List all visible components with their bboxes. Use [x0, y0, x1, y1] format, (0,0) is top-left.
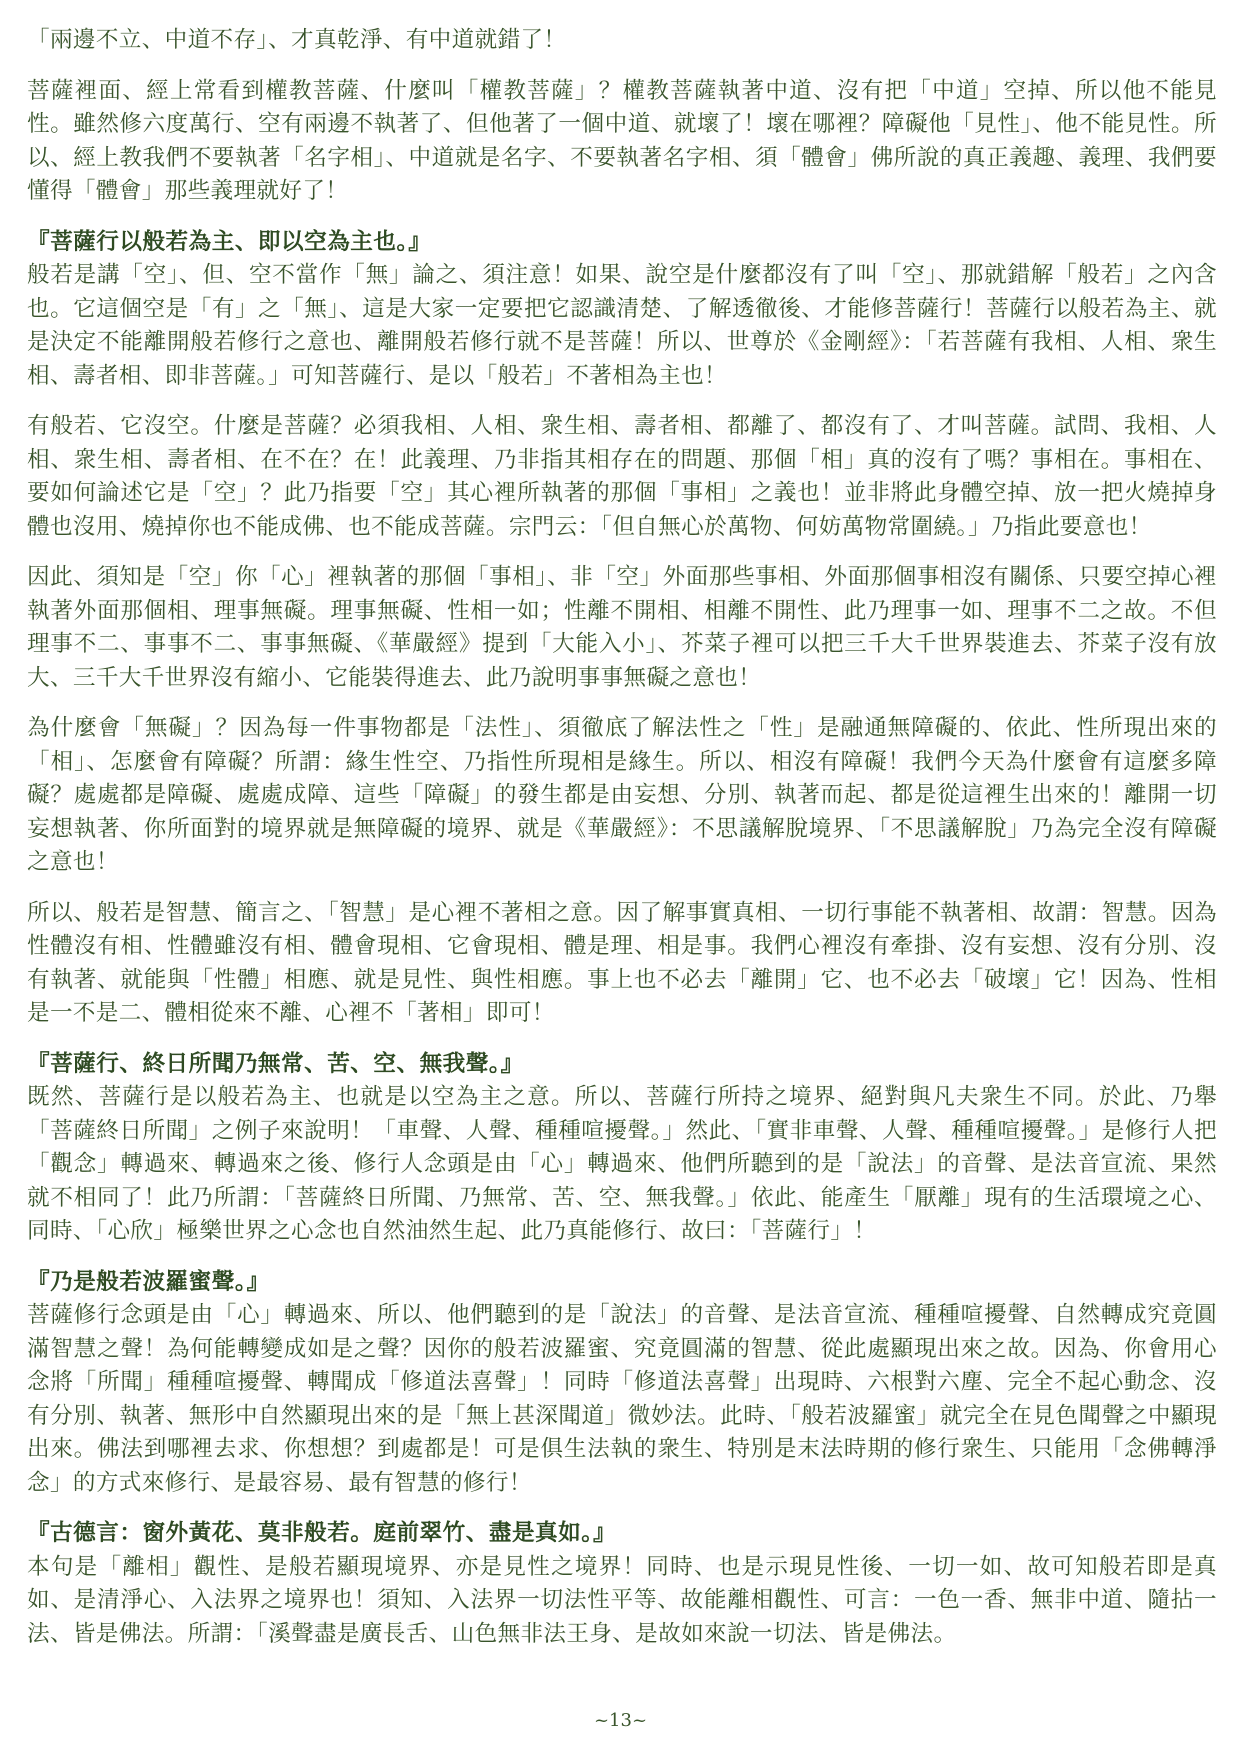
- section-1: [27, 226, 1217, 1031]
- section-heading: 『乃是般若波羅蜜聲。』: [27, 1268, 270, 1295]
- section-heading: 『菩薩行、終日所聞乃無常、苦、空、無我聲。』: [27, 1050, 524, 1077]
- section-2: [27, 1048, 1217, 1249]
- section-heading: 『菩薩行以般若為主、即以空為主也。』: [27, 228, 432, 255]
- paragraph: 有般若、它沒空。什麼是菩薩？必須我相、人相、衆生相、壽者相、都離了、都沒有了、才叫菩薩。試問、我相、人相、衆生相、壽者相、在不在？在！此義理、乃非指其相存在的問題、那個「相」真的沒有了嗎？事相在。事相在、要如何論述它是「空」？此乃指要「空」其心裡所執著的那個「事相」之義也！並非將此身體空掉、放一把火燒掉身體也沒用、燒掉你也不能成佛、也不能成菩薩。宗門云：「但自無心於萬物、何妨萬物常圍繞。」乃指此要意也！: [27, 413, 1217, 540]
- page-number: ~13~: [593, 1710, 648, 1731]
- document-page: [27, 24, 1217, 1668]
- section-heading: 『古德言：窗外黃花、莫非般若。庭前翠竹、盡是真如。』: [27, 1520, 617, 1546]
- paragraph: 「兩邊不立、中道不存」、才真乾淨、有中道就錯了！: [27, 27, 567, 53]
- paragraph: 本句是「離相」觀性、是般若顯現境界、亦是見性之境界！同時、也是示現見性後、一切一如、故可知般若即是真如、是清淨心、入法界之境界也！須知、入法界一切法性平等、故能離相觀性、可言：一色一香、無非中道、隨拈一法、皆是佛法。所謂：「溪聲盡是廣長舌、山色無非法王身、是故如來說一切法、皆是佛法。: [27, 1553, 1217, 1647]
- section-4: [27, 1517, 1217, 1651]
- paragraph: 因此、須知是「空」你「心」裡執著的那個「事相」、非「空」外面那些事相、外面那個事相沒有關係、只要空掉心裡執著外面那個相、理事無礙。理事無礙、性相一如；性離不開相、相離不開性、此乃理事一如、理事不二之故。不但理事不二、事事不二、事事無礙、《華嚴經》提到「大能入小」、芥菜子裡可以把三千大千世界裝進去、芥菜子沒有放大、三千大千世界沒有縮小、它能裝得進去、此乃說明事事無礙之意也！: [27, 564, 1217, 691]
- paragraph: 為什麼會「無礙」？因為每一件事物都是「法性」、須徹底了解法性之「性」是融通無障礙的、依此、性所現出來的「相」、怎麼會有障礙？所謂：緣生性空、乃指性所現相是緣生。所以、相沒有障礙！我們今天為什麼會有這麼多障礙？處處都是障礙、處處成障、這些「障礙」的發生都是由妄想、分別、執著而起、都是從這裡生出來的！離開一切妄想執著、你所面對的境界就是無障礙的境界、就是《華嚴經》：不思議解脫境界、「不思議解脫」乃為完全沒有障礙之意也！: [27, 715, 1217, 875]
- paragraph: 般若是講「空」、但、空不當作「無」論之、須注意！如果、說空是什麼都沒有了叫「空」、那就錯解「般若」之內含也。它這個空是「有」之「無」、這是大家一定要把它認識清楚、了解透徹後、才能修菩薩行！菩薩行以般若為主、就是決定不能離開般若修行之意也、離開般若修行就不是菩薩！所以、世尊於《金剛經》：「若菩薩有我相、人相、衆生相、壽者相、即非菩薩。」可知菩薩行、是以「般若」不著相為主也！: [27, 262, 1217, 389]
- paragraph: 所以、般若是智慧、簡言之、「智慧」是心裡不著相之意。因了解事實真相、一切行事能不執著相、故謂：智慧。因為性體沒有相、性體雖沒有相、體會現相、它會現相、體是理、相是事。我們心裡沒有牽掛、沒有妄想、沒有分別、沒有執著、就能與「性體」相應、就是見性、與性相應。事上也不必去「離開」它、也不必去「破壞」它！因為、性相是一不是二、體相從來不離、心裡不「著相」即可！: [27, 899, 1217, 1026]
- section-3: [27, 1266, 1217, 1501]
- paragraph: 既然、菩薩行是以般若為主、也就是以空為主之意。所以、菩薩行所持之境界、絕對與凡夫衆生不同。於此、乃舉「菩薩終日所聞」之例子來說明！「車聲、人聲、種種喧擾聲。」然此、「實非車聲、人聲、種種喧擾聲。」是修行人把「觀念」轉過來、轉過來之後、修行人念頭是由「心」轉過來、他們所聽到的是「說法」的音聲、是法音宣流、果然就不相同了！此乃所謂：「菩薩終日所聞、乃無常、苦、空、無我聲。」依此、能產生「厭離」現有的生活環境之心、同時、「心欣」極樂世界之心念也自然油然生起、此乃真能修行、故曰：「菩薩行」！: [27, 1084, 1217, 1244]
- paragraph: 菩薩修行念頭是由「心」轉過來、所以、他們聽到的是「說法」的音聲、是法音宣流、種種喧擾聲、自然轉成究竟圓滿智慧之聲！為何能轉變成如是之聲？因你的般若波羅蜜、究竟圓滿的智慧、從此處顯現出來之故。因為、你會用心念將「所聞」種種喧擾聲、轉聞成「修道法喜聲」！同時「修道法喜聲」出現時、六根對六塵、完全不起心動念、沒有分別、執著、無形中自然顯現出來的是「無上甚深聞道」微妙法。此時、「般若波羅蜜」就完全在見色聞聲之中顯現出來。佛法到哪裡去求、你想想？到處都是！可是俱生法執的衆生、特別是末法時期的修行衆生、只能用「念佛轉淨念」的方式來修行、是最容易、最有智慧的修行！: [27, 1302, 1217, 1496]
- paragraph: 菩薩裡面、經上常看到權教菩薩、什麼叫「權教菩薩」？權教菩薩執著中道、沒有把「中道」空掉、所以他不能見性。雖然修六度萬行、空有兩邊不執著了、但他著了一個中道、就壞了！壞在哪裡？障礙他「見性」、他不能見性。所以、經上教我們不要執著「名字相」、中道就是名字、不要執著名字相、須「體會」佛所說的真正義趣、義理、我們要懂得「體會」那些義理就好了！: [27, 77, 1217, 204]
